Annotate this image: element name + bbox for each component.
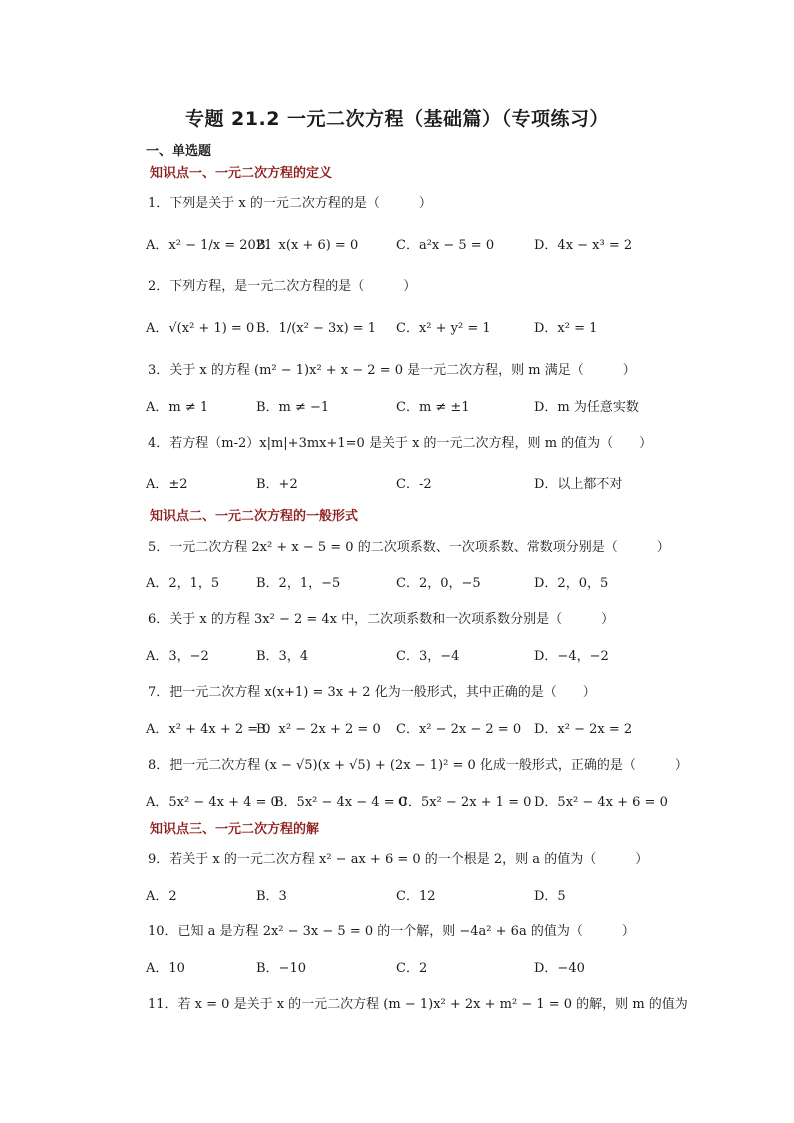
options-row [146,718,706,738]
option-d: D．m 为任意实数 [534,400,639,415]
option-b: B．m ≠ −1 [256,400,330,415]
option-c: C．-2 [396,477,432,492]
question-stem: 11．若 x = 0 是关于 x 的一元二次方程 (m − 1)x² + 2x + m² − 1 = 0 的解，则 m 的值为 [148,997,688,1012]
knowledge-point-heading: 知识点二、一元二次方程的一般形式 [150,509,359,524]
knowledge-point-heading: 知识点三、一元二次方程的解 [150,822,320,837]
option-b: B．2，1，−5 [256,576,341,591]
option-c: C．x² − 2x − 2 = 0 [396,722,522,737]
option-a: A．x² + 4x + 2 = 0 [146,722,271,737]
option-c: C．x² + y² = 1 [396,321,491,336]
question-stem: 7．把一元二次方程 x(x+1) = 3x + 2 化为一般形式，其中正确的是（ ） [148,685,596,700]
option-b: B．+2 [256,477,298,492]
options-row [146,396,706,416]
options-row [146,572,706,592]
page-title: 专题 21.2 一元二次方程（基础篇）（专项练习） [184,108,610,130]
option-d: D．x² − 2x = 2 [534,722,633,737]
option-a: A．x² − 1/x = 2021 [146,238,273,253]
option-a: A．m ≠ 1 [146,400,209,415]
option-c: C．12 [396,889,436,904]
option-d: D．4x − x³ = 2 [534,238,633,253]
option-c: C．3，−4 [396,649,460,664]
option-d: D．5x² − 4x + 6 = 0 [534,795,668,810]
options-row [146,957,706,977]
option-a: A．5x² − 4x + 4 = 0 [146,795,279,810]
question-stem: 6．关于 x 的方程 3x² − 2 = 4x 中，二次项系数和一次项系数分别是（ ） [148,612,615,627]
question-stem: 10．已知 a 是方程 2x² − 3x − 5 = 0 的一个解，则 −4a² + 6a 的值为（ ） [148,924,635,939]
option-d: D．x² = 1 [534,321,598,336]
options-row [146,645,706,665]
options-row [146,885,706,905]
options-row [146,317,706,337]
option-c: C．2，0，−5 [396,576,481,591]
question-stem: 1．下列是关于 x 的一元二次方程的是（ ） [148,196,432,211]
question-stem: 8．把一元二次方程 (x − √5)(x + √5) + (2x − 1)² = 0 化成一般形式，正确的是（ ） [148,758,688,773]
option-a: A．2 [146,889,177,904]
option-b: B．−10 [256,961,306,976]
option-c: C．2 [396,961,428,976]
option-c: C．5x² − 2x + 1 = 0 [398,795,532,810]
option-d: D．5 [534,889,566,904]
option-d: D．2，0，5 [534,576,609,591]
question-stem: 3．关于 x 的方程 (m² − 1)x² + x − 2 = 0 是一元二次方程，则 m 满足（ ） [148,363,636,378]
options-row [146,234,706,254]
option-b: B．5x² − 4x − 4 = 0 [274,795,407,810]
question-stem: 2．下列方程，是一元二次方程的是（ ） [148,279,417,294]
option-d: D．−4，−2 [534,649,609,664]
option-a: A．10 [146,961,185,976]
option-b: B．3 [256,889,287,904]
option-a: A．√(x² + 1) = 0 [146,321,255,336]
option-a: A．3，−2 [146,649,209,664]
section-heading: 一、单选题 [146,144,212,159]
question-stem: 4．若方程（m-2）x|m|+3mx+1=0 是关于 x 的一元二次方程，则 m 的值为（ ） [148,436,653,451]
question-stem: 9．若关于 x 的一元二次方程 x² − ax + 6 = 0 的一个根是 2，则 a 的值为（ ） [148,852,649,867]
option-b: B．3，4 [256,649,309,664]
option-d: D．−40 [534,961,585,976]
option-b: B．x(x + 6) = 0 [256,238,359,253]
option-a: A．±2 [146,477,188,492]
option-c: C．a²x − 5 = 0 [396,238,495,253]
options-row [146,791,706,811]
option-c: C．m ≠ ±1 [396,400,470,415]
option-d: D．以上都不对 [534,477,623,492]
options-row [146,473,706,493]
knowledge-point-heading: 知识点一、一元二次方程的定义 [150,166,333,181]
question-stem: 5．一元二次方程 2x² + x − 5 = 0 的二次项系数、一次项系数、常数项分别是（ ） [148,540,670,555]
option-a: A．2，1，5 [146,576,220,591]
option-b: B．x² − 2x + 2 = 0 [256,722,381,737]
option-b: B．1/(x² − 3x) = 1 [256,321,377,336]
